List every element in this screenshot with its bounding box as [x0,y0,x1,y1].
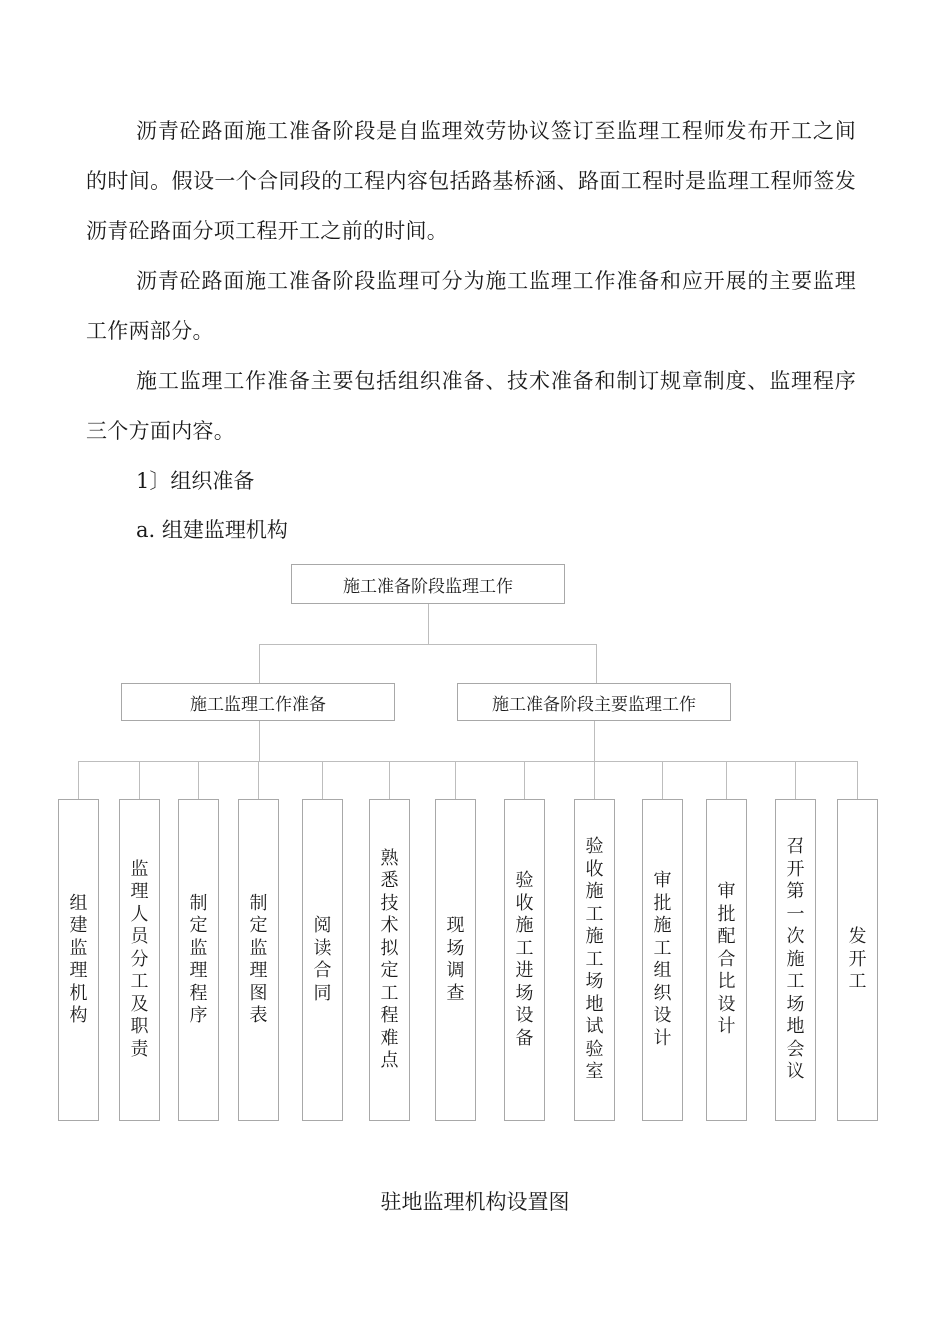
chart-leaf-label: 阅读合同 [313,915,332,1004]
chart-leaf-label: 监理人员分工及职责 [130,858,149,1060]
connector [259,644,260,683]
connector [594,761,595,799]
chart-leaf-label: 发开工 [848,926,867,993]
paragraph-stages: 沥青砼路面施工准备阶段监理可分为施工监理工作准备和应开展的主要监理工作两部分。 [86,269,856,343]
chart-leaf-label: 制定监理程序 [189,892,208,1026]
chart-leaf-label: 组建监理机构 [69,892,88,1026]
chart-branch-left-box [121,683,395,721]
chart-root-label: 施工准备阶段监理工作 [343,576,513,597]
chart-leaf-label: 审批配合比设计 [717,881,736,1038]
chart-leaf-box [504,799,545,1121]
chart-leaf-label: 制定监理图表 [249,892,268,1026]
connector [455,761,456,799]
connector [662,761,663,799]
heading-setup-agency: a. 组建监理机构 [136,518,288,542]
chart-leaf-box [178,799,219,1121]
connector [259,721,260,761]
chart-leaf-box [119,799,160,1121]
chart-leaf-box [642,799,683,1121]
chart-leaf-box [369,799,410,1121]
chart-leaf-box [775,799,816,1121]
connector [857,761,858,799]
connector [594,721,595,761]
connector [198,761,199,799]
connector [726,761,727,799]
figure-caption: 驻地监理机构设置图 [380,1190,570,1214]
chart-branch-right-box [457,683,731,721]
chart-leaf-label: 熟悉技术拟定工程难点 [380,847,399,1071]
connector [259,644,597,645]
chart-leaf-box [574,799,615,1121]
connector [258,761,259,799]
connector [78,761,79,799]
chart-leaf-label: 验收施工进场设备 [515,870,534,1049]
connector [78,761,858,762]
connector [795,761,796,799]
paragraph-intro: 沥青砼路面施工准备阶段是自监理效劳协议签订至监理工程师发布开工之间的时间。假设一个合同段的工程内容包括路基桥涵、路面工程时是监理工程师签发沥青砼路面分项工程开工之前的时间。 [86,119,856,243]
connector [524,761,525,799]
chart-branch-right-label: 施工准备阶段主要监理工作 [492,694,696,715]
chart-leaf-box [238,799,279,1121]
chart-leaf-box [58,799,99,1121]
chart-leaf-label: 验收施工施工场地试验室 [585,836,604,1083]
chart-leaf-box [837,799,878,1121]
connector [322,761,323,799]
chart-leaf-box [706,799,747,1121]
chart-leaf-box [435,799,476,1121]
connector [596,644,597,683]
chart-leaf-label: 审批施工组织设计 [653,870,672,1049]
chart-leaf-label: 现场调查 [446,915,465,1004]
heading-organization: 1〕组织准备 [136,469,255,493]
paragraph-preparation: 施工监理工作准备主要包括组织准备、技术准备和制订规章制度、监理程序三个方面内容。 [86,369,856,443]
connector [428,604,429,644]
connector [389,761,390,799]
chart-leaf-label: 召开第一次施工场地会议 [786,836,805,1083]
connector [139,761,140,799]
chart-root-box [291,564,565,604]
chart-leaf-box [302,799,343,1121]
chart-branch-left-label: 施工监理工作准备 [190,694,326,715]
